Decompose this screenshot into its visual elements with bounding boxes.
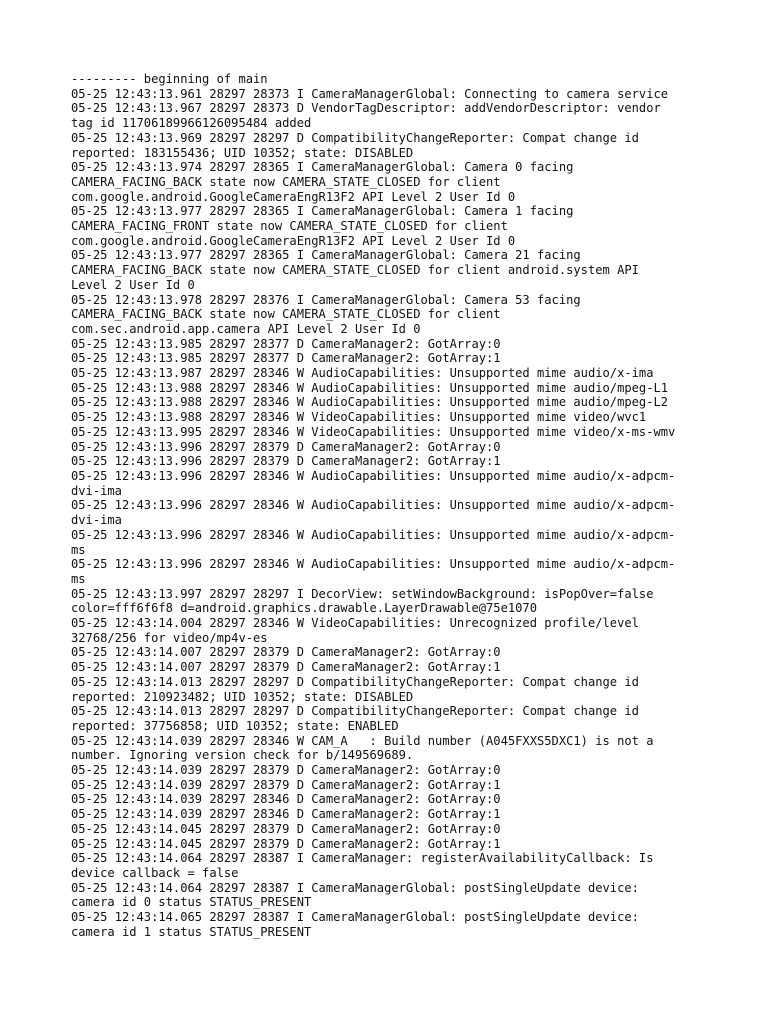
log-line: number. Ignoring version check for b/149569689. xyxy=(71,748,414,763)
log-line: Level 2 User Id 0 xyxy=(71,277,195,292)
log-line: com.google.android.GoogleCameraEngR13F2 API Level 2 User Id 0 xyxy=(71,189,516,204)
log-line: 05-25 12:43:14.039 28297 28346 W CAM_A : Build number (A045FXXS5DXC1) is not a xyxy=(71,733,654,748)
log-line: 05-25 12:43:13.997 28297 28297 I DecorView: setWindowBackground: isPopOver=false xyxy=(71,586,654,601)
log-line: 05-25 12:43:13.961 28297 28373 I CameraManagerGlobal: Connecting to camera service xyxy=(71,86,669,101)
log-line: 05-25 12:43:14.013 28297 28297 D CompatibilityChangeReporter: Compat change id xyxy=(71,674,639,689)
log-line: 05-25 12:43:13.985 28297 28377 D CameraManager2: GotArray:1 xyxy=(71,351,501,366)
log-line: 05-25 12:43:14.039 28297 28379 D CameraManager2: GotArray:1 xyxy=(71,777,501,792)
log-line: 05-25 12:43:13.967 28297 28373 D VendorTagDescriptor: addVendorDescriptor: vendor xyxy=(71,101,661,116)
log-line: 05-25 12:43:13.987 28297 28346 W AudioCapabilities: Unsupported mime audio/x-ima xyxy=(71,366,654,381)
log-header-line: --------- beginning of main xyxy=(71,72,268,86)
log-line: ms xyxy=(71,571,86,586)
log-line: 05-25 12:43:14.004 28297 28346 W VideoCapabilities: Unrecognized profile/level xyxy=(71,616,639,631)
log-line: reported: 210923482; UID 10352; state: DISABLED xyxy=(71,689,414,704)
log-line: 05-25 12:43:14.039 28297 28346 D CameraManager2: GotArray:1 xyxy=(71,807,501,822)
log-line: CAMERA_FACING_BACK state now CAMERA_STATE_CLOSED for client xyxy=(71,174,501,189)
log-document xyxy=(71,72,731,939)
log-line: 05-25 12:43:14.064 28297 28387 I CameraManager: registerAvailabilityCallback: Is xyxy=(71,851,654,866)
log-line: com.google.android.GoogleCameraEngR13F2 API Level 2 User Id 0 xyxy=(71,233,516,248)
log-line: dvi-ima xyxy=(71,513,122,528)
log-line: 05-25 12:43:13.969 28297 28297 D CompatibilityChangeReporter: Compat change id xyxy=(71,130,639,145)
log-line: 05-25 12:43:13.988 28297 28346 W AudioCapabilities: Unsupported mime audio/mpeg-L1 xyxy=(71,380,669,395)
log-line: CAMERA_FACING_BACK state now CAMERA_STATE_CLOSED for client android.system API xyxy=(71,263,639,278)
log-line: color=fff6f6f8 d=android.graphics.drawable.LayerDrawable@75e1070 xyxy=(71,601,537,616)
log-line: 05-25 12:43:13.974 28297 28365 I CameraManagerGlobal: Camera 0 facing xyxy=(71,160,574,175)
log-line: 05-25 12:43:14.065 28297 28387 I CameraManagerGlobal: postSingleUpdate device: xyxy=(71,910,639,925)
log-line: 05-25 12:43:14.007 28297 28379 D CameraManager2: GotArray:0 xyxy=(71,645,501,660)
log-line: 05-25 12:43:13.988 28297 28346 W VideoCapabilities: Unsupported mime video/wvc1 xyxy=(71,410,647,425)
log-line: 05-25 12:43:13.996 28297 28346 W AudioCapabilities: Unsupported mime audio/x-adpcm- xyxy=(71,527,676,542)
log-line: 05-25 12:43:13.988 28297 28346 W AudioCapabilities: Unsupported mime audio/mpeg-L2 xyxy=(71,395,669,410)
log-line: 05-25 12:43:14.045 28297 28379 D CameraManager2: GotArray:0 xyxy=(71,821,501,836)
log-line: 05-25 12:43:14.007 28297 28379 D CameraManager2: GotArray:1 xyxy=(71,660,501,675)
log-line: camera id 1 status STATUS_PRESENT xyxy=(71,924,312,939)
log-line: CAMERA_FACING_BACK state now CAMERA_STATE_CLOSED for client xyxy=(71,307,501,322)
log-body xyxy=(71,72,731,939)
log-line: CAMERA_FACING_FRONT state now CAMERA_STATE_CLOSED for client xyxy=(71,219,508,234)
log-line: 05-25 12:43:13.996 28297 28379 D CameraManager2: GotArray:1 xyxy=(71,454,501,469)
log-line: 05-25 12:43:13.996 28297 28346 W AudioCapabilities: Unsupported mime audio/x-adpcm- xyxy=(71,468,676,483)
log-line: com.sec.android.app.camera API Level 2 User Id 0 xyxy=(71,321,421,336)
log-line: tag id 11706189966126095484 added xyxy=(71,116,312,131)
log-line: 32768/256 for video/mp4v-es xyxy=(71,630,268,645)
log-line: ms xyxy=(71,542,86,557)
log-line: 05-25 12:43:14.039 28297 28379 D CameraManager2: GotArray:0 xyxy=(71,763,501,778)
log-line: 05-25 12:43:13.995 28297 28346 W VideoCapabilities: Unsupported mime video/x-ms-wmv xyxy=(71,424,676,439)
log-line: 05-25 12:43:14.064 28297 28387 I CameraManagerGlobal: postSingleUpdate device: xyxy=(71,880,639,895)
log-line: 05-25 12:43:13.996 28297 28346 W AudioCapabilities: Unsupported mime audio/x-adpcm- xyxy=(71,557,676,572)
log-line: dvi-ima xyxy=(71,483,122,498)
log-line: 05-25 12:43:13.978 28297 28376 I CameraManagerGlobal: Camera 53 facing xyxy=(71,292,581,307)
log-line: 05-25 12:43:14.039 28297 28346 D CameraManager2: GotArray:0 xyxy=(71,792,501,807)
log-line: 05-25 12:43:13.996 28297 28346 W AudioCapabilities: Unsupported mime audio/x-adpcm- xyxy=(71,498,676,513)
log-line: reported: 37756858; UID 10352; state: ENABLED xyxy=(71,718,399,733)
log-line: 05-25 12:43:14.013 28297 28297 D CompatibilityChangeReporter: Compat change id xyxy=(71,704,639,719)
log-line: camera id 0 status STATUS_PRESENT xyxy=(71,895,312,910)
log-line: device callback = false xyxy=(71,865,239,880)
log-line: 05-25 12:43:13.996 28297 28379 D CameraManager2: GotArray:0 xyxy=(71,439,501,454)
log-line: reported: 183155436; UID 10352; state: DISABLED xyxy=(71,145,414,160)
log-line: 05-25 12:43:14.045 28297 28379 D CameraManager2: GotArray:1 xyxy=(71,836,501,851)
log-line: 05-25 12:43:13.977 28297 28365 I CameraManagerGlobal: Camera 21 facing xyxy=(71,248,581,263)
log-line: 05-25 12:43:13.985 28297 28377 D CameraManager2: GotArray:0 xyxy=(71,336,501,351)
log-line: 05-25 12:43:13.977 28297 28365 I CameraManagerGlobal: Camera 1 facing xyxy=(71,204,574,219)
